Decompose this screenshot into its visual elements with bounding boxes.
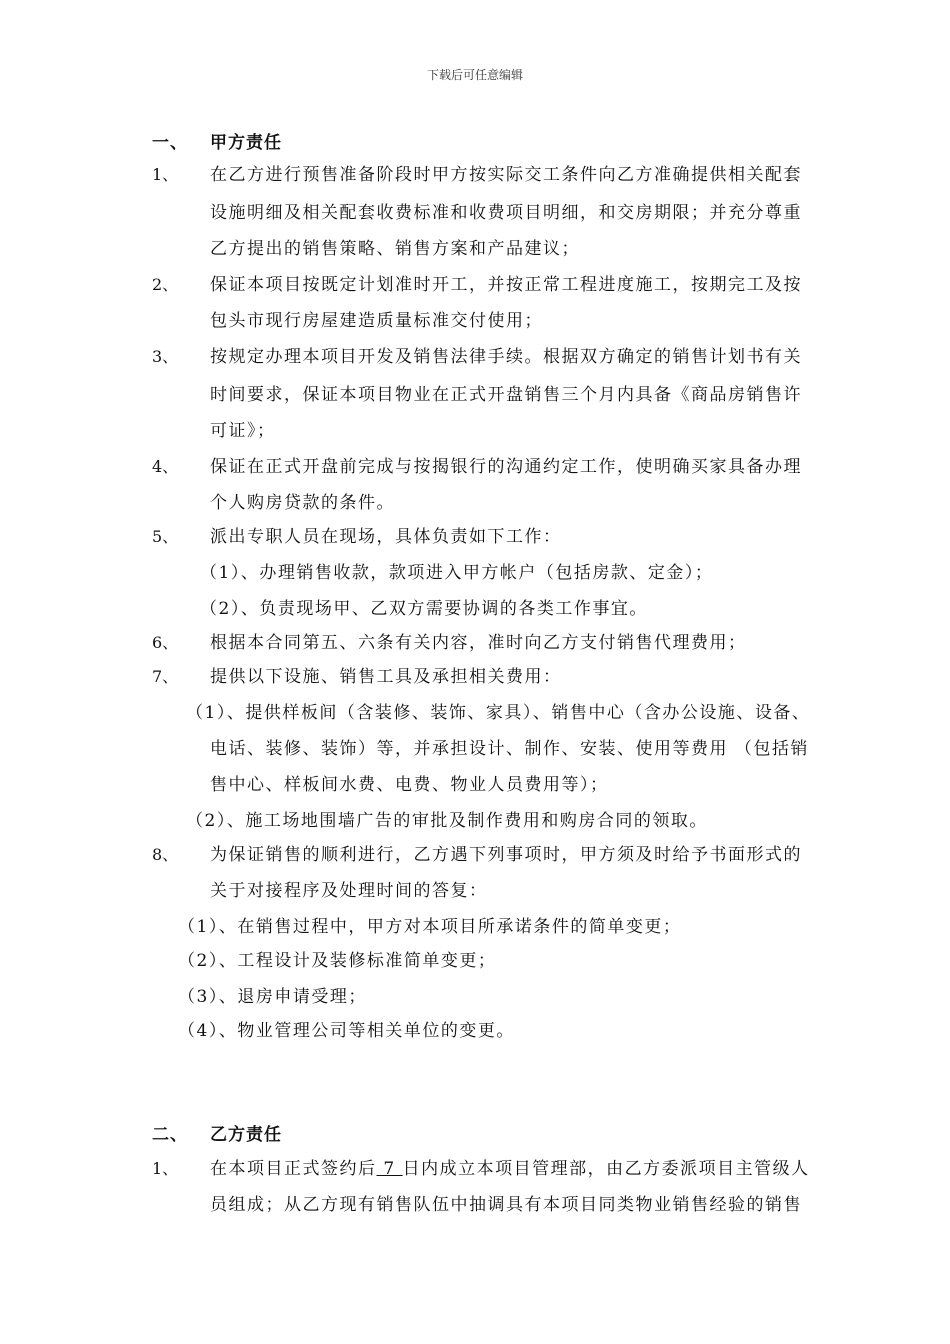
item-2-line-2: 包头市现行房屋建造质量标准交付使用； <box>210 311 543 331</box>
item-3-line-3: 可证》； <box>210 421 276 441</box>
item-7-sub-1-line-2: 电话、装修、装饰）等，并承担设计、制作、安装、使用等费用 （包括销 <box>210 739 809 759</box>
item-3-number: 3、 <box>152 347 179 366</box>
item-7-number: 7、 <box>152 667 179 686</box>
item-8-line-2: 关于对接程序及处理时间的答复： <box>210 881 488 901</box>
item-8-number: 8、 <box>152 845 179 864</box>
item-8-line-1: 为保证销售的顺利进行，乙方遇下列事项时，甲方须及时给予书面形式的 <box>210 845 802 865</box>
item-1-number: 1、 <box>152 165 179 184</box>
item-4-number: 4、 <box>152 457 179 476</box>
item-6-number: 6、 <box>152 633 179 652</box>
section-1-title: 甲方责任 <box>210 133 282 153</box>
item-5-sub-1: （1）、办理销售收款，款项进入甲方帐户（包括房款、定金）； <box>200 563 714 583</box>
item-8-sub-3: （3）、退房申请受理； <box>178 987 367 1007</box>
item-5-line-1: 派出专职人员在现场，具体负责如下工作： <box>210 527 562 547</box>
section-1-number: 一、 <box>152 133 188 153</box>
s2-item-1-number: 1、 <box>152 1159 179 1178</box>
item-3-line-2: 时间要求，保证本项目物业在正式开盘销售三个月内具备《商品房销售许 <box>210 385 802 405</box>
item-8-sub-2: （2）、工程设计及装修标准简单变更； <box>178 951 497 971</box>
days-value: 7 <box>376 1159 403 1179</box>
item-8-sub-4: （4）、物业管理公司等相关单位的变更。 <box>178 1021 515 1041</box>
item-5-number: 5、 <box>152 527 179 546</box>
s2-item-1-line-2: 员组成；从乙方现有销售队伍中抽调具有本项目同类物业销售经验的销售 <box>210 1195 802 1215</box>
section-2-number: 二、 <box>152 1125 188 1145</box>
s2-item-1-text-pre: 在本项目正式签约后 <box>210 1159 377 1179</box>
item-3-line-1: 按规定办理本项目开发及销售法律手续。根据双方确定的销售计划书有关 <box>210 347 802 367</box>
page-header: 下载后可任意编辑 <box>426 68 523 82</box>
s2-item-1-line-1 <box>210 1154 810 1179</box>
item-2-line-1: 保证本项目按既定计划准时开工，并按正常工程进度施工，按期完工及按 <box>210 275 802 295</box>
item-1-line-3: 乙方提出的销售策略、销售方案和产品建议； <box>210 239 580 259</box>
s2-item-1-text-post: 日内成立本项目管理部，由乙方委派项目主管级人 <box>402 1159 810 1179</box>
item-2-number: 2、 <box>152 275 179 294</box>
item-7-line-1: 提供以下设施、销售工具及承担相关费用： <box>210 667 562 687</box>
section-2-title: 乙方责任 <box>210 1125 282 1145</box>
section-2-heading <box>152 1120 282 1145</box>
item-8-sub-1: （1）、在销售过程中，甲方对本项目所承诺条件的简单变更； <box>178 917 682 937</box>
item-7-sub-2: （2）、施工场地围墙广告的审批及制作费用和购房合同的领取。 <box>186 811 708 831</box>
item-1-line-2: 设施明细及相关配套收费标准和收费项目明细，和交房期限；并充分尊重 <box>210 203 802 223</box>
item-7-sub-1-line-1: （1）、提供样板间（含装修、装饰、家具）、销售中心（含办公设施、设备、 <box>186 703 811 723</box>
item-6-line-1: 根据本合同第五、六条有关内容，准时向乙方支付销售代理费用； <box>210 633 747 653</box>
item-4-line-1: 保证在正式开盘前完成与按揭银行的沟通约定工作，使明确买家具备办理 <box>210 457 802 477</box>
item-7-sub-1-line-3: 售中心、样板间水费、电费、物业人员费用等）； <box>210 775 609 795</box>
item-1-line-1: 在乙方进行预售准备阶段时甲方按实际交工条件向乙方准确提供相关配套 <box>210 165 802 185</box>
item-4-line-2: 个人购房贷款的条件。 <box>210 493 395 513</box>
section-1-heading <box>152 128 282 153</box>
item-5-sub-2: （2）、负责现场甲、乙双方需要协调的各类工作事宜。 <box>200 599 648 619</box>
